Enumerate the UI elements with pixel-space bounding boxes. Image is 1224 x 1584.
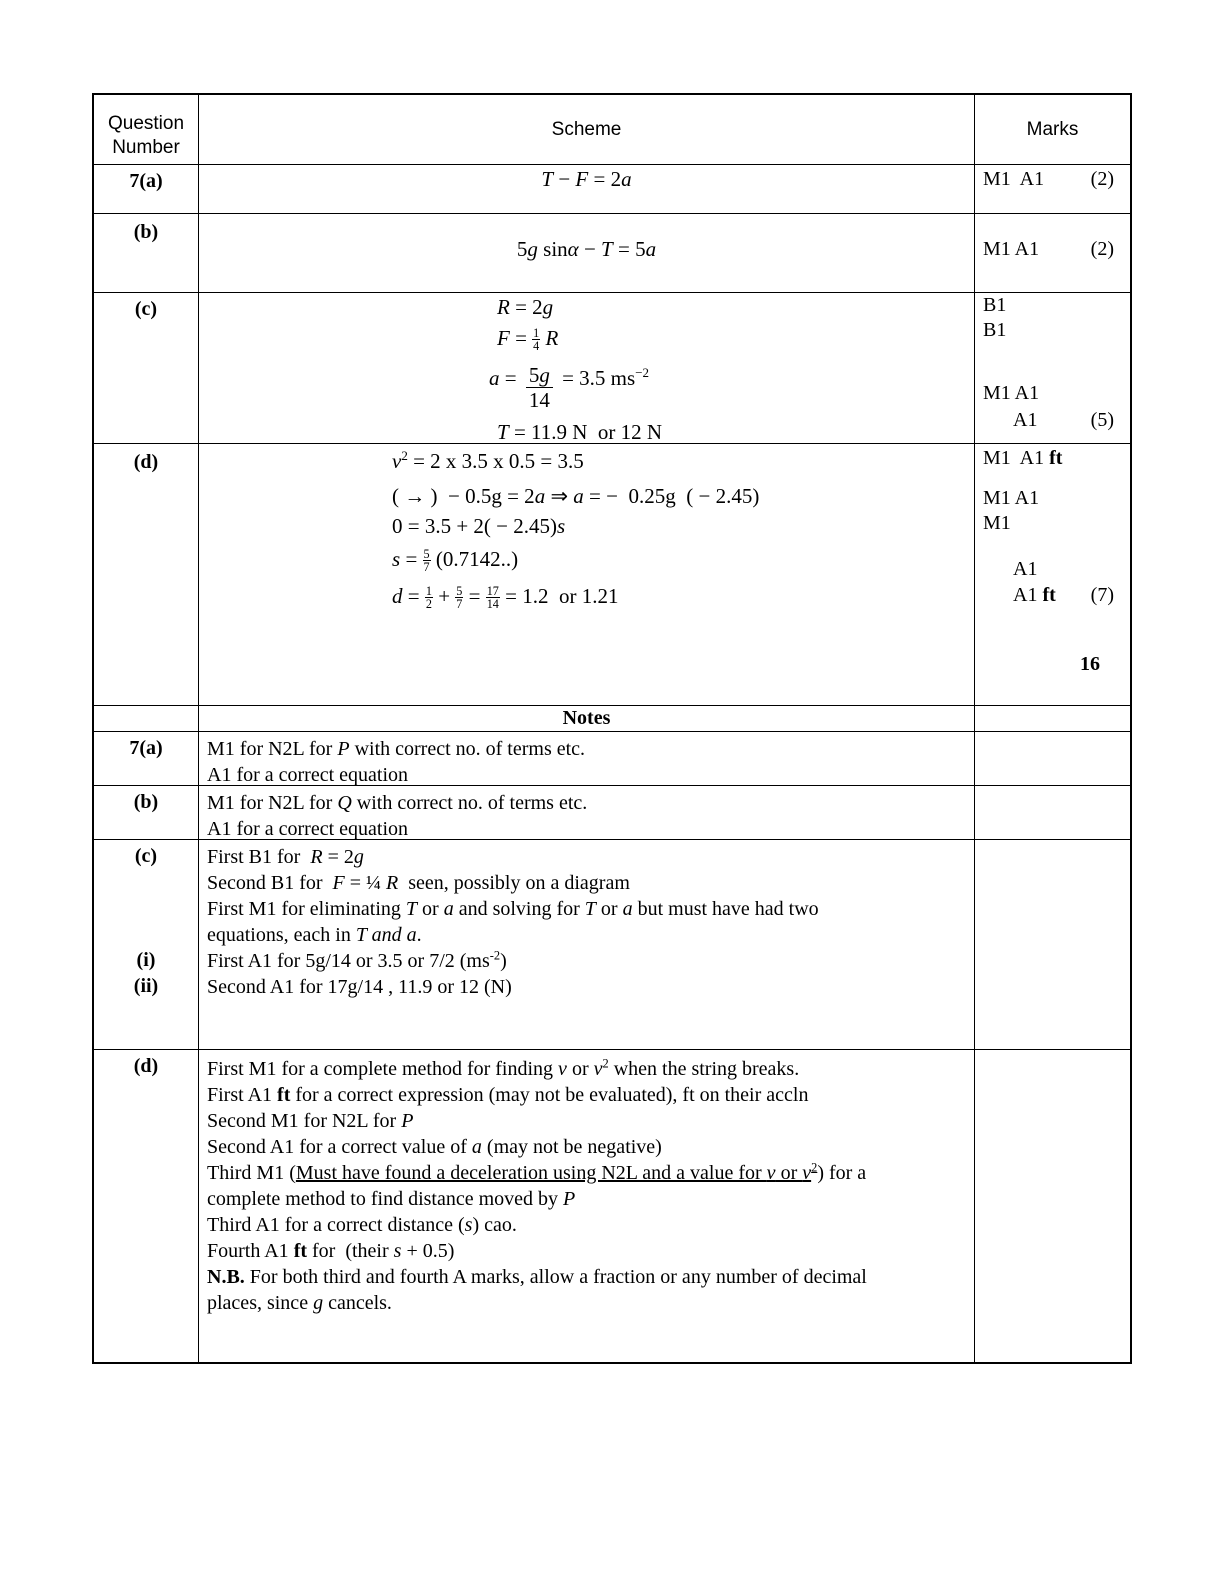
empty-cell [975, 840, 1130, 1050]
marks-cell-7a [975, 165, 1130, 214]
marks-line: M1 [983, 512, 1011, 534]
marks-line: B1 [983, 294, 1007, 316]
note-line: M1 for N2L for Q with correct no. of terms etc. [207, 792, 588, 814]
notes-label-b: (b) [133, 791, 159, 813]
question-label-b: (b) [133, 221, 159, 243]
question-cell-c [94, 293, 199, 444]
note-line: First M1 for eliminating T or a and solving for T or a but must have had two [207, 898, 819, 920]
notes-sublabel-ii: (ii) [133, 975, 159, 997]
question-number-header [94, 95, 199, 165]
marks-header-label: Marks [1026, 118, 1079, 140]
marks-line: M1 A1 [983, 487, 1040, 509]
question-cell-d [94, 444, 199, 706]
notes-cell-d [199, 1050, 975, 1362]
scheme-cell-d [199, 444, 975, 706]
equation-d5: d = $\frac{1}{2}$ + $\frac{5}{7}$ = $\frac{17}{14}$ = 1.2 or 1.21 [392, 583, 619, 612]
scheme-header [199, 95, 975, 165]
notes-label-c: (c) [134, 845, 158, 867]
notes-question-cell-d [94, 1050, 199, 1362]
notes-cell-c [199, 840, 975, 1050]
marks-line: A1 (5) [1013, 409, 1114, 431]
note-line: complete method to find distance moved by P [207, 1188, 576, 1210]
notes-cell-b [199, 786, 975, 840]
question-label-d: (d) [133, 451, 159, 473]
note-line: First A1 ft for a correct expression (may not be evaluated), ft on their accln [207, 1084, 809, 1106]
note-line: A1 for a correct equation [207, 764, 409, 786]
notes-sublabel-i: (i) [136, 949, 156, 971]
notes-header-cell [199, 706, 975, 732]
note-line: Third M1 (Must have found a deceleration using N2L and a value for v or $v^2$) for a [207, 1160, 867, 1184]
question-header-line2: Number [112, 137, 180, 158]
notes-cell-7a [199, 732, 975, 786]
marks-line: M1 A1 [983, 382, 1040, 404]
empty-cell [975, 706, 1130, 732]
equation-c4: T = 11.9 N or 12 N [497, 420, 663, 444]
notes-label-d: (d) [133, 1055, 159, 1077]
equation-b: 5g sinα − T = 5a [516, 237, 657, 261]
scheme-header-label: Scheme [551, 118, 622, 140]
note-line: Second B1 for F = ¼ R seen, possibly on a diagram [207, 872, 630, 894]
note-line: Second A1 for a correct value of a (may not be negative) [207, 1136, 662, 1158]
note-line: First M1 for a complete method for finding v or $v^2$ when the string breaks. [207, 1056, 800, 1080]
note-line: equations, each in T and a. [207, 924, 422, 946]
marks-cell-d [975, 444, 1130, 706]
note-line: A1 for a correct equation [207, 818, 409, 840]
marks-line: B1 [983, 319, 1007, 341]
scheme-cell-7a [199, 165, 975, 214]
empty-cell [94, 706, 199, 732]
equation-7a: T − F = 2a [541, 167, 632, 191]
notes-title: Notes [562, 707, 611, 729]
note-line: First A1 for 5g/14 or 3.5 or 7/2 $(ms^{-2})$ [207, 948, 507, 972]
equation-d2: ( → ) − 0.5g = 2a ⇒ a = − 0.25g ( − 2.45) [392, 484, 760, 508]
note-line: M1 for N2L for P with correct no. of terms etc. [207, 738, 586, 760]
note-line: places, since g cancels. [207, 1292, 392, 1314]
marks-line: M1 A1 (2) [983, 238, 1114, 260]
marks-cell-b [975, 214, 1130, 293]
equation-c2: F = $\frac{1}{4}$ R [497, 325, 559, 354]
mark-scheme-table [92, 93, 1132, 1364]
marks-line: A1 ft (7) [1013, 584, 1114, 606]
equation-d4: s = $\frac{5}{7}$ (0.7142..) [392, 546, 519, 575]
question-cell-7a [94, 165, 199, 214]
notes-question-cell-b [94, 786, 199, 840]
empty-cell [975, 1050, 1130, 1362]
notes-question-cell-7a [94, 732, 199, 786]
note-line: First B1 for R = 2g [207, 846, 364, 868]
marks-cell-c [975, 293, 1130, 444]
question-header-line1: Question [107, 113, 185, 134]
marks-header [975, 95, 1130, 165]
equation-d1: $v^2 = 2$ x 3.5 x 0.5 = 3.5 [392, 448, 584, 473]
note-line: Fourth A1 ft for (their s + 0.5) [207, 1240, 455, 1262]
equation-d3: 0 = 3.5 + 2( − 2.45)s [392, 514, 566, 538]
note-line: Third A1 for a correct distance (s) cao. [207, 1214, 517, 1236]
notes-label-7a: 7(a) [129, 737, 163, 759]
question-cell-b [94, 214, 199, 293]
empty-cell [975, 786, 1130, 840]
scheme-cell-c [199, 293, 975, 444]
note-line: Second M1 for N2L for P [207, 1110, 414, 1132]
question-label-c: (c) [134, 298, 158, 320]
notes-question-cell-c [94, 840, 199, 1050]
marks-line: M1 A1 (2) [983, 168, 1114, 190]
total-marks: 16 [1080, 653, 1100, 675]
empty-cell [975, 732, 1130, 786]
equation-c1: R = 2g [497, 295, 554, 319]
scheme-cell-b [199, 214, 975, 293]
note-line: N.B. For both third and fourth A marks, allow a fraction or any number of decimal [207, 1266, 867, 1288]
question-label-7a: 7(a) [129, 170, 163, 192]
equation-c3: a = $\frac{5g}{14}$ = 3.5 $ms^{-2}$ [489, 363, 650, 413]
marks-line: A1 [1013, 558, 1038, 580]
note-line: Second A1 for 17g/14 , 11.9 or 12 (N) [207, 976, 512, 998]
marks-line: M1 A1 ft [983, 447, 1063, 469]
